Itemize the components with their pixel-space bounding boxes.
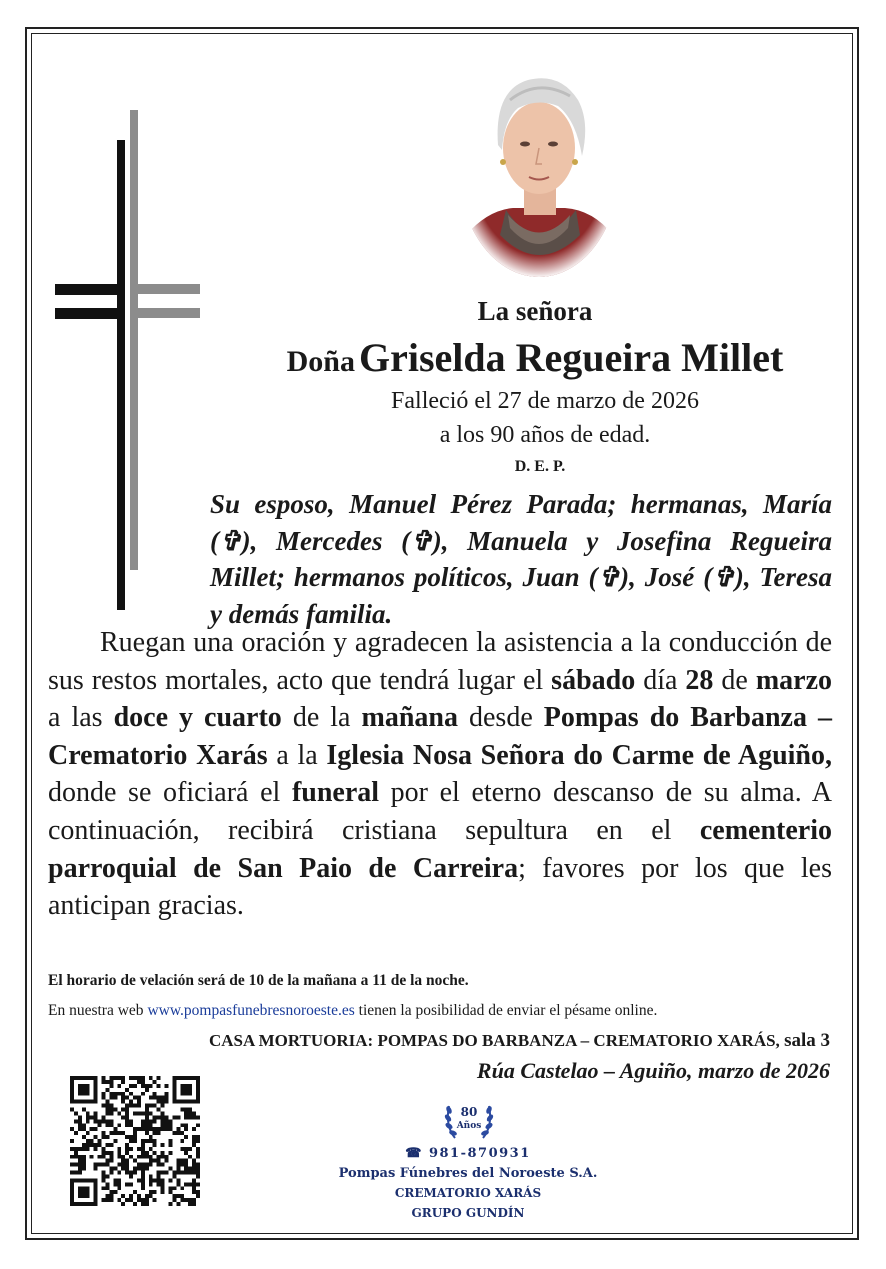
company-name: Pompas Fúnebres del Noroeste S.A. — [338, 1166, 598, 1181]
crematorio-name: CREMATORIO XARÁS — [394, 1186, 542, 1200]
phone-icon: ☎ — [405, 1146, 423, 1161]
deceased-name: Griselda Regueira Millet — [359, 335, 784, 380]
family-paragraph — [210, 486, 832, 632]
death-date: Falleció el 27 de marzo de 2026 — [391, 388, 699, 414]
deceased-name-line — [0, 334, 886, 381]
sala-number: sala 3 — [784, 1030, 830, 1051]
web-note: En nuestra web www.pompasfunebresnoroeste.es tienen la posibilidad de enviar el pésame online. — [48, 1002, 658, 1019]
group-name: GRUPO GUNDÍN — [411, 1206, 525, 1220]
casa-mortuoria: CASA MORTUORIA: POMPAS DO BARBANZA – CREMATORIO XARÁS, sala 3 — [208, 1030, 830, 1051]
place-date: Rúa Castelao – Aguiño, marzo de 2026 — [476, 1058, 830, 1083]
title-prefix: La señora — [477, 296, 593, 326]
qr-code[interactable] — [68, 1076, 202, 1206]
ceremony-paragraph: Ruegan una oración y agradecen la asistencia a la conducción de sus restos mortales, acto que tendrá lugar el sábado día 28 de marzo a las doce y cuarto de la mañana desde Pompas do Barbanza – Crematorio Xarás a la Iglesia Nosa Señora do Carme de Aguiño, donde se oficiará el funeral por el eterno descanso de su alma. A continuación, recibirá cristiana sepultura en el cementerio parroquial de San Paio de Carreira; favores por los que les anticipan gracias. — [48, 627, 833, 922]
logo-number: 80 — [460, 1105, 478, 1119]
phone-line — [333, 1146, 603, 1161]
phone-number[interactable]: 981-870931 — [428, 1146, 531, 1161]
dep-text: D. E. P. — [514, 458, 566, 475]
family-text: Su esposo, Manuel Pérez Parada; hermanas, María (✞), Mercedes (✞), Manuela y Josefina Regueira Millet; hermanos políticos, Juan (✞), José (✞), Teresa y demás familia. — [210, 489, 832, 629]
anniversary-laurel-logo — [441, 1090, 497, 1146]
age-line: a los 90 años de edad. — [439, 422, 651, 448]
honorific: Doña — [286, 345, 355, 378]
velacion-hours: El horario de velación será de 10 de la mañana a 11 de la noche. — [48, 972, 469, 989]
portrait-photo — [458, 60, 620, 278]
website-link[interactable]: www.pompasfunebresnoroeste.es — [147, 1002, 355, 1019]
logo-word: Años — [456, 1121, 482, 1131]
